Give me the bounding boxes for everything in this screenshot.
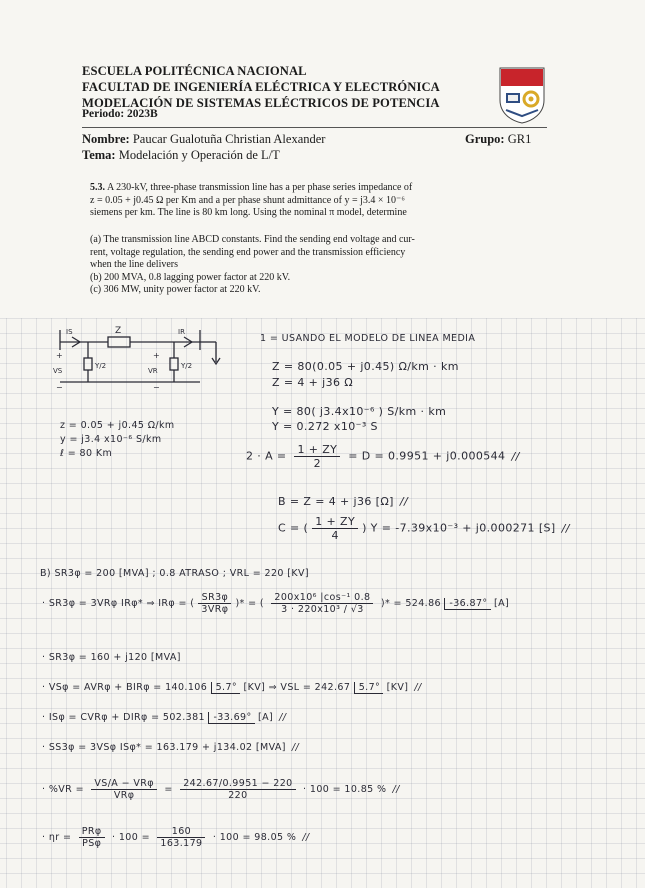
given-y: y = j3.4 x10⁻⁶ S/km xyxy=(60,434,162,445)
sr-mid: )* = ( xyxy=(235,598,264,609)
part-a-line-1: (a) The transmission line ABCD constants. Find the sending end voltage and cur- xyxy=(90,234,415,245)
eff-den-2: 163.179 xyxy=(160,838,203,849)
part-c-statement: (c) 306 MW, unity power factor at 220 kV. xyxy=(90,284,261,296)
faculty-name: FACULTAD DE INGENIERÍA ELÉCTRICA Y ELECTRÓNICA xyxy=(82,80,440,94)
is-label: IS xyxy=(66,328,73,336)
y-calc-2: Y = 0.272 x10⁻³ S xyxy=(272,420,378,433)
vs-left: · VSφ = AVRφ + BIRφ = 140.106 xyxy=(42,682,208,693)
vs-mid: [KV] ⇒ VSL = 242.67 xyxy=(243,682,351,693)
name-value: Paucar Gualotuña Christian Alexander xyxy=(132,132,326,146)
c-fraction xyxy=(312,515,358,542)
vr-eq: = xyxy=(164,784,173,795)
a-num: 1 + ZY xyxy=(294,443,340,457)
c-result: Y = -7.39x10⁻³ + j0.000271 [S] xyxy=(370,521,556,535)
eff-fraction-2 xyxy=(157,826,205,849)
y-calc-1: Y = 80( j3.4x10⁻⁶ ) S/km · km xyxy=(272,405,447,418)
a-den: 2 xyxy=(313,457,322,470)
vs-unit: [KV] xyxy=(386,682,409,693)
statement-line-2: z = 0.05 + j0.45 Ω per Km and a per phase shunt admittance of y = j3.4 × 10⁻⁶ xyxy=(90,194,405,206)
is-unit: [A] xyxy=(258,712,274,723)
header-divider xyxy=(82,127,547,128)
voltage-regulation xyxy=(42,778,400,801)
b-constant xyxy=(278,495,408,508)
topic-label: Tema: xyxy=(82,148,116,162)
sr-big-fraction xyxy=(271,592,373,615)
check-mark: // xyxy=(561,521,570,535)
problem-statement xyxy=(90,182,482,220)
vs-angle: 5.7° xyxy=(211,682,240,694)
step-1-title: 1 = USANDO EL MODELO DE LINEA MEDIA xyxy=(260,333,476,344)
statement-line-1: A 230-kV, three-phase transmission line has a per phase series impedance of xyxy=(106,182,413,193)
vr-den-1: VRφ xyxy=(113,790,135,801)
student-name xyxy=(82,132,325,147)
sr-unit: [A] xyxy=(494,598,510,609)
eff-fraction-1 xyxy=(79,826,105,849)
vs-angle-2: 5.7° xyxy=(354,682,383,694)
c-prefix: C = xyxy=(278,521,300,535)
vs-plus: + xyxy=(56,351,63,360)
given-z: z = 0.05 + j0.45 Ω/km xyxy=(60,420,175,431)
part-b-intro: B) SR3φ = 200 [MVA] ; 0.8 ATRASO ; VRL = 220 [KV] xyxy=(40,568,310,579)
a-fraction xyxy=(294,443,340,470)
eff-left: · ηr = xyxy=(42,832,72,843)
ir-label: IR xyxy=(178,328,185,336)
vr-fraction-2 xyxy=(180,778,295,801)
eff-result: · 100 = 98.05 % xyxy=(212,832,297,843)
is-angle: -33.69° xyxy=(208,712,254,724)
university-logo-icon xyxy=(498,66,546,124)
sr-rectangular: · SR3φ = 160 + j120 [MVA] xyxy=(42,652,181,663)
problem-number: 5.3. xyxy=(90,182,105,193)
vs-label: VS xyxy=(53,367,63,375)
sr-frac-num: SR3φ xyxy=(198,592,231,604)
statement-line-3: siemens per km. The line is 80 km long. Using the nominal π model, determine xyxy=(90,207,407,219)
efficiency xyxy=(42,826,310,849)
z-calc-1: Z = 80(0.05 + j0.45) Ω/km · km xyxy=(272,360,459,373)
check-mark: // xyxy=(302,832,310,843)
problem-parts xyxy=(90,234,482,297)
a-constant xyxy=(246,443,520,470)
shunt-left-label: Y/2 xyxy=(95,362,107,370)
b-value: B = Z = 4 + j36 [Ω] xyxy=(278,495,394,508)
z-label: Z xyxy=(115,326,122,336)
sr-current-calc: · SR3φ = 3VRφ IRφ* ⇒ IRφ = ( $\frac{SR3\varphi}{\text{3VRφ}}$ )* = ( $\frac{\text{200x10⁶ |cos⁻¹ 0.8}}{\text{3 · 220x10³ / √3}}$ )* = 524.86 -36.87° [A] xyxy=(42,592,510,615)
sr-fraction xyxy=(198,592,231,615)
check-mark: // xyxy=(414,682,422,693)
sr-result: )* = 524.86 xyxy=(380,598,441,609)
vr-num-1: VS/A − VRφ xyxy=(91,778,157,790)
institution-name: ESCUELA POLITÉCNICA NACIONAL xyxy=(82,64,307,78)
part-b-statement: (b) 200 MVA, 0.8 lagging power factor at 220 kV. xyxy=(90,271,291,283)
vs-minus: − xyxy=(56,383,63,392)
check-mark: // xyxy=(291,742,300,753)
a-result: = D = 0.9951 + j0.000544 xyxy=(348,449,506,463)
z-calc-2: Z = 4 + j36 Ω xyxy=(272,376,354,389)
group xyxy=(465,132,531,147)
check-mark: // xyxy=(399,495,409,508)
given-length: ℓ = 80 Km xyxy=(60,448,113,459)
sr-big-den: 3 · 220x10³ / √3 xyxy=(281,604,364,615)
part-a-line-2: rent, voltage regulation, the sending end power and the transmission efficiency xyxy=(90,246,406,258)
is-left: · ISφ = CVRφ + DIRφ = 502.381 xyxy=(42,712,206,723)
sr-big-num: 200x10⁶ |cos⁻¹ 0.8 xyxy=(271,592,373,604)
name-label: Nombre: xyxy=(82,132,130,146)
vr-label: VR xyxy=(148,367,158,375)
vr-fraction-1 xyxy=(91,778,157,801)
eff-num-2: 160 xyxy=(157,826,205,838)
ss-value: · SS3φ = 3VSφ ISφ* = 163.179 + j134.02 [MVA] xyxy=(42,742,286,753)
vr-num-2: 242.67/0.9951 − 220 xyxy=(180,778,295,790)
sr-angle: -36.87° xyxy=(444,598,490,610)
ss-calc xyxy=(42,742,299,753)
course-name: MODELACIÓN DE SISTEMAS ELÉCTRICOS DE POTENCIA xyxy=(82,96,440,110)
eff-mid: · 100 = xyxy=(112,832,150,843)
c-num: 1 + ZY xyxy=(312,515,358,529)
sr-left: · SR3φ = 3VRφ IRφ* ⇒ IRφ = xyxy=(42,598,187,609)
eff-den-1: PSφ xyxy=(82,838,102,849)
pi-model-circuit-diagram xyxy=(50,320,230,398)
group-label: Grupo: xyxy=(465,132,505,146)
topic-value: Modelación y Operación de L/T xyxy=(118,148,280,162)
check-mark: // xyxy=(279,712,287,723)
c-constant: C = ( $\frac{1 + ZY}{4}$ ) Y = -7.39x10⁻³ + j0.000271 [S] // xyxy=(278,515,570,542)
group-value: GR1 xyxy=(507,132,532,146)
topic xyxy=(82,148,280,163)
period: Periodo: 2023B xyxy=(82,108,158,120)
vr-result: · 100 = 10.85 % xyxy=(303,784,387,795)
is-calc xyxy=(42,712,286,723)
check-mark: // xyxy=(511,449,520,463)
vs-calc xyxy=(42,682,422,693)
vr-plus: + xyxy=(153,351,160,360)
a-prefix: 2 · A = xyxy=(246,449,287,463)
part-a-line-3: when the line delivers xyxy=(90,259,179,271)
vr-minus: − xyxy=(153,383,160,392)
vr-left: · %VR = xyxy=(42,784,84,795)
eff-num-1: PRφ xyxy=(79,826,105,838)
sr-frac-den: 3VRφ xyxy=(201,604,229,615)
check-mark: // xyxy=(392,784,400,795)
c-den: 4 xyxy=(331,529,339,542)
shunt-right-label: Y/2 xyxy=(181,362,193,370)
vr-den-2: 220 xyxy=(228,790,248,801)
